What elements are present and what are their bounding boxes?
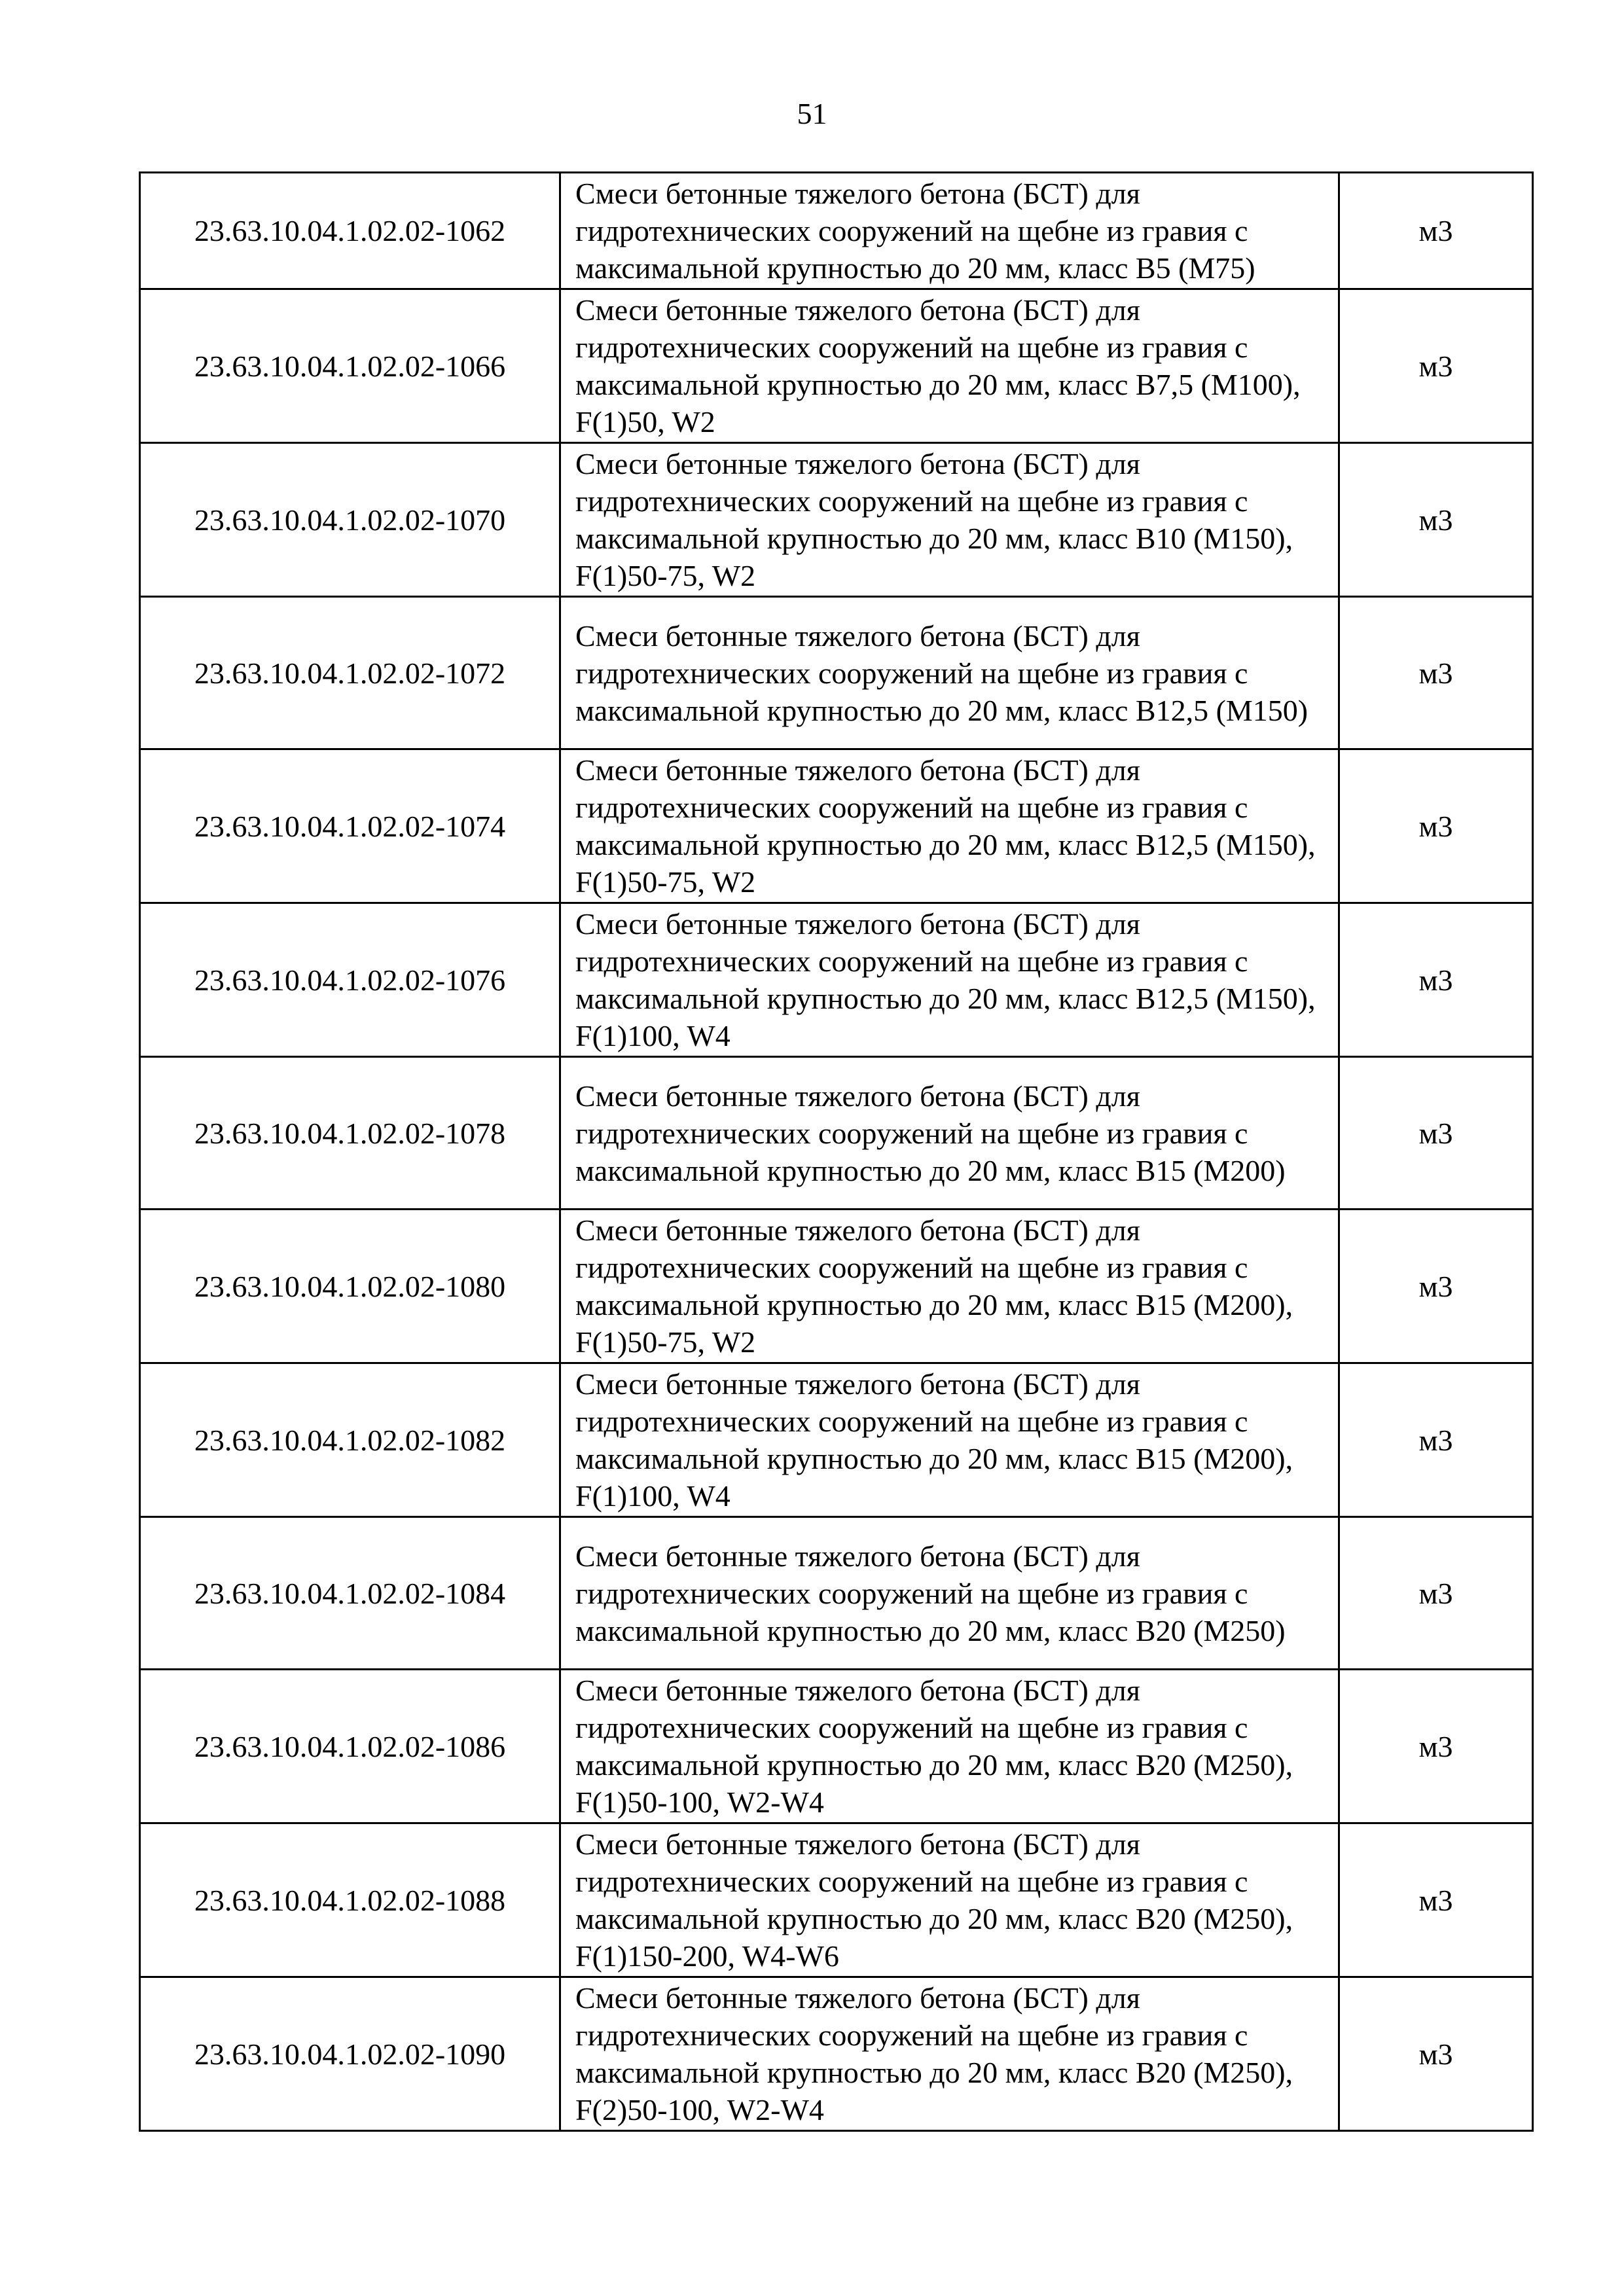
resource-code: 23.63.10.04.1.02.02-1070 — [140, 443, 560, 597]
resource-code: 23.63.10.04.1.02.02-1078 — [140, 1057, 560, 1210]
resource-code: 23.63.10.04.1.02.02-1076 — [140, 903, 560, 1057]
resource-code: 23.63.10.04.1.02.02-1074 — [140, 749, 560, 903]
table-row — [140, 1363, 1533, 1517]
unit-of-measure: м3 — [1339, 1210, 1533, 1363]
table-row — [140, 1517, 1533, 1670]
table-row — [140, 289, 1533, 443]
resource-description: Смеси бетонные тяжелого бетона (БСТ) для гидротехнических сооружений на щебне из гравия с максимальной крупностью до 20 мм, класс В20 (М250), F(1)50-100, W2-W4 — [560, 1670, 1339, 1823]
table-row — [140, 1210, 1533, 1363]
unit-of-measure: м3 — [1339, 1363, 1533, 1517]
table-row — [140, 903, 1533, 1057]
unit-of-measure: м3 — [1339, 903, 1533, 1057]
unit-of-measure: м3 — [1339, 1670, 1533, 1823]
materials-table — [139, 171, 1534, 2132]
unit-of-measure: м3 — [1339, 289, 1533, 443]
unit-of-measure: м3 — [1339, 1823, 1533, 1977]
resource-description: Смеси бетонные тяжелого бетона (БСТ) для гидротехнических сооружений на щебне из гравия с максимальной крупностью до 20 мм, класс В10 (М150), F(1)50-75, W2 — [560, 443, 1339, 597]
resource-code: 23.63.10.04.1.02.02-1062 — [140, 173, 560, 289]
page-number: 51 — [797, 97, 827, 130]
resource-description: Смеси бетонные тяжелого бетона (БСТ) для гидротехнических сооружений на щебне из гравия с максимальной крупностью до 20 мм, класс В15 (М200) — [560, 1057, 1339, 1210]
table-row — [140, 443, 1533, 597]
table-row — [140, 1670, 1533, 1823]
unit-of-measure: м3 — [1339, 1057, 1533, 1210]
resource-code: 23.63.10.04.1.02.02-1066 — [140, 289, 560, 443]
resource-description: Смеси бетонные тяжелого бетона (БСТ) для гидротехнических сооружений на щебне из гравия с максимальной крупностью до 20 мм, класс В12,5 (М150) — [560, 597, 1339, 749]
resource-code: 23.63.10.04.1.02.02-1090 — [140, 1977, 560, 2131]
resource-description: Смеси бетонные тяжелого бетона (БСТ) для гидротехнических сооружений на щебне из гравия с максимальной крупностью до 20 мм, класс В15 (М200), F(1)100, W4 — [560, 1363, 1339, 1517]
resource-description: Смеси бетонные тяжелого бетона (БСТ) для гидротехнических сооружений на щебне из гравия с максимальной крупностью до 20 мм, класс В20 (М250) — [560, 1517, 1339, 1670]
resource-description: Смеси бетонные тяжелого бетона (БСТ) для гидротехнических сооружений на щебне из гравия с максимальной крупностью до 20 мм, класс В20 (М250), F(1)150-200, W4-W6 — [560, 1823, 1339, 1977]
unit-of-measure: м3 — [1339, 749, 1533, 903]
resource-code: 23.63.10.04.1.02.02-1082 — [140, 1363, 560, 1517]
resource-description: Смеси бетонные тяжелого бетона (БСТ) для гидротехнических сооружений на щебне из гравия с максимальной крупностью до 20 мм, класс В15 (М200), F(1)50-75, W2 — [560, 1210, 1339, 1363]
table-row — [140, 597, 1533, 749]
resource-description: Смеси бетонные тяжелого бетона (БСТ) для гидротехнических сооружений на щебне из гравия с максимальной крупностью до 20 мм, класс В12,5 (М150), F(1)100, W4 — [560, 903, 1339, 1057]
resource-description: Смеси бетонные тяжелого бетона (БСТ) для гидротехнических сооружений на щебне из гравия с максимальной крупностью до 20 мм, класс В20 (М250), F(2)50-100, W2-W4 — [560, 1977, 1339, 2131]
resource-code: 23.63.10.04.1.02.02-1088 — [140, 1823, 560, 1977]
resource-description: Смеси бетонные тяжелого бетона (БСТ) для гидротехнических сооружений на щебне из гравия с максимальной крупностью до 20 мм, класс В12,5 (М150), F(1)50-75, W2 — [560, 749, 1339, 903]
resource-code: 23.63.10.04.1.02.02-1086 — [140, 1670, 560, 1823]
resource-code: 23.63.10.04.1.02.02-1072 — [140, 597, 560, 749]
resource-description: Смеси бетонные тяжелого бетона (БСТ) для гидротехнических сооружений на щебне из гравия с максимальной крупностью до 20 мм, класс В5 (М75) — [560, 173, 1339, 289]
table-row — [140, 749, 1533, 903]
resource-description: Смеси бетонные тяжелого бетона (БСТ) для гидротехнических сооружений на щебне из гравия с максимальной крупностью до 20 мм, класс В7,5 (М100), F(1)50, W2 — [560, 289, 1339, 443]
table-row — [140, 1057, 1533, 1210]
table-row — [140, 1823, 1533, 1977]
resource-code: 23.63.10.04.1.02.02-1080 — [140, 1210, 560, 1363]
resource-code: 23.63.10.04.1.02.02-1084 — [140, 1517, 560, 1670]
unit-of-measure: м3 — [1339, 1977, 1533, 2131]
unit-of-measure: м3 — [1339, 173, 1533, 289]
unit-of-measure: м3 — [1339, 1517, 1533, 1670]
table-row — [140, 1977, 1533, 2131]
table-row — [140, 173, 1533, 289]
unit-of-measure: м3 — [1339, 597, 1533, 749]
unit-of-measure: м3 — [1339, 443, 1533, 597]
